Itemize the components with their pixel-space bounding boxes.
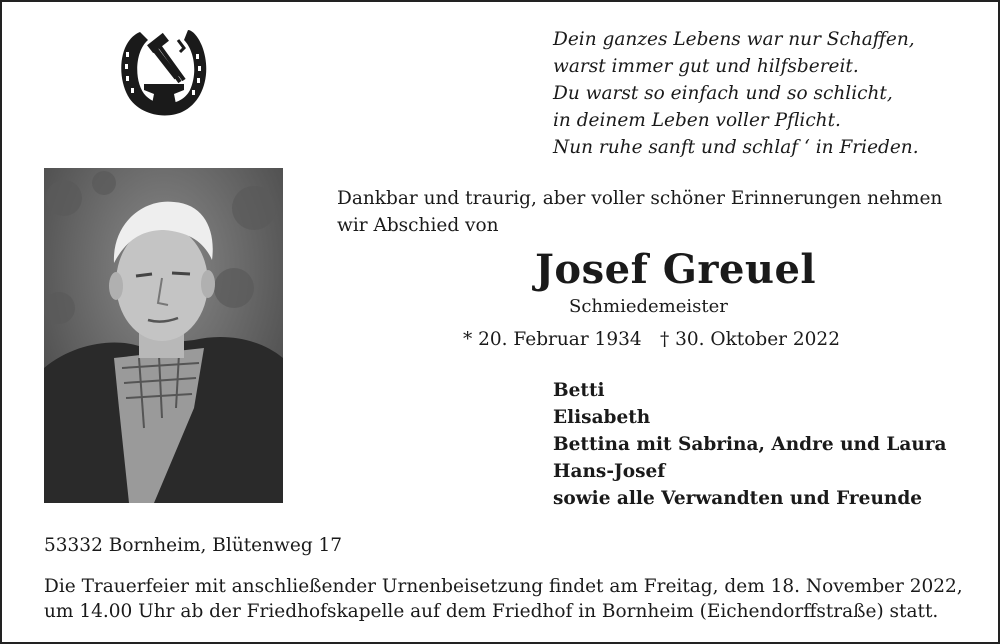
mourner-name: Hans-Josef [553,461,666,482]
intro-text [337,185,942,239]
mourner-name: sowie alle Verwandten und Freunde [553,488,923,509]
mourner-name: Betti [553,380,605,401]
poem [553,26,919,161]
mourner-name: Elisabeth [553,407,651,428]
mourners-list [553,377,947,512]
poem-line: Nun ruhe sanft und schlaf ‘ in Frieden. [553,137,919,158]
service-info [44,574,963,624]
mourner-name: Bettina mit Sabrina, Andre und Laura [553,434,947,455]
poem-line: warst immer gut und hilfsbereit. [553,56,859,77]
intro-line: wir Abschied von [337,215,499,236]
intro-line: Dankbar und traurig, aber voller schöner Erinnerungen nehmen [337,188,943,209]
service-line: um 14.00 Uhr ab der Friedhofskapelle auf dem Friedhof in Bornheim (Eichendorffstraße) statt. [44,601,939,622]
deceased-name: Josef Greuel [535,246,817,293]
birth-date: * 20. Februar 1934 [463,329,642,350]
death-date: † 30. Oktober 2022 [660,329,840,350]
portrait-photo [44,168,283,503]
poem-line: Dein ganzes Lebens war nur Schaffen, [553,29,915,50]
service-line: Die Trauerfeier mit anschließender Urnenbeisetzung findet am Freitag, dem 18. November 2022, [44,576,963,597]
poem-line: Du warst so einfach und so schlicht, [553,83,893,104]
address: 53332 Bornheim, Blütenweg 17 [44,535,343,556]
poem-line: in deinem Leben voller Pflicht. [553,110,841,131]
blacksmith-emblem-icon [118,26,210,122]
deceased-profession: Schmiedemeister [569,296,728,317]
